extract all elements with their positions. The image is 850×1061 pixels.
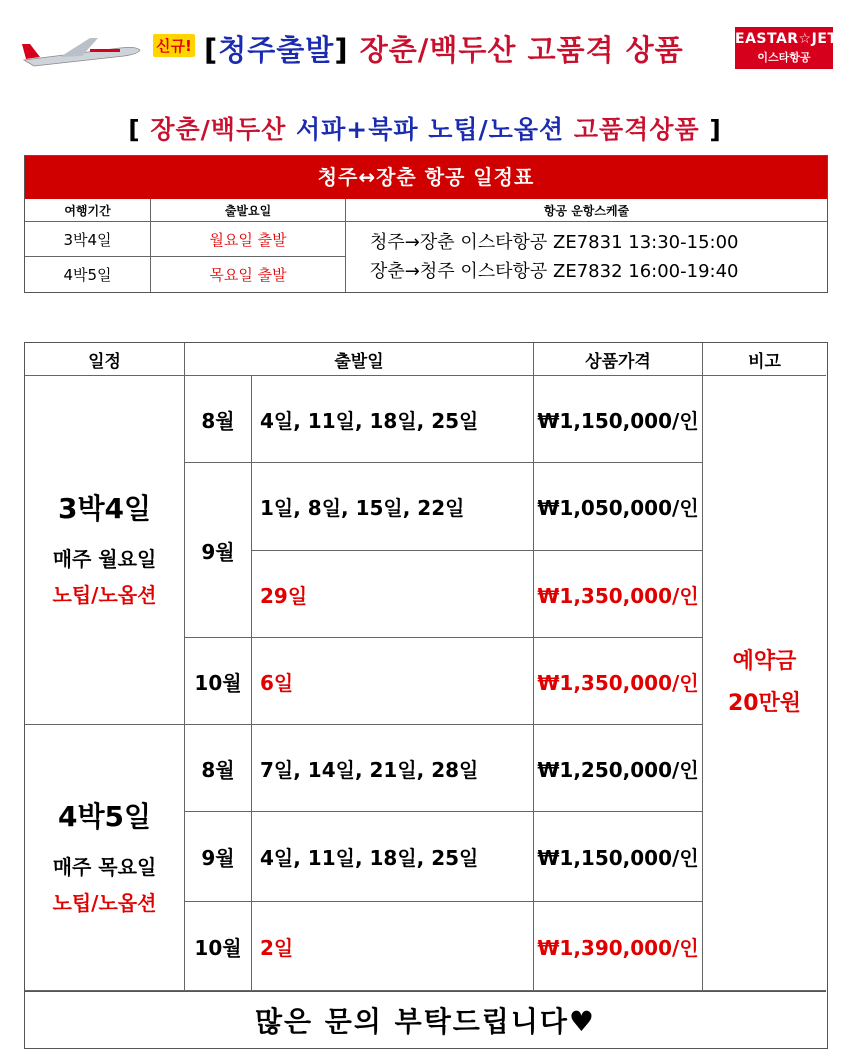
month-cell: 8월	[185, 376, 252, 463]
subtitle-part2: 서파+북파 노팁/노옵션	[295, 115, 565, 144]
month-cell: 10월	[185, 902, 252, 991]
itinerary-name: 3박4일	[57, 492, 152, 525]
title-bracket-close: ]	[334, 33, 349, 67]
new-badge: 신규!	[153, 34, 195, 57]
flight-outbound: 청주→장춘 이스타항공 ZE7831 13:30-15:00	[370, 232, 739, 253]
schedule-title: 청주↔장춘 항공 일정표	[25, 156, 827, 199]
itinerary-day: 매주 월요일	[52, 547, 157, 571]
page-title	[204, 28, 684, 69]
month-cell: 9월	[185, 812, 252, 902]
deposit-note	[703, 376, 826, 991]
price-cell: ₩1,250,000/인	[534, 725, 703, 812]
price-table	[24, 342, 828, 1049]
departure-dates: 29일	[252, 551, 534, 638]
departure-dates: 2일	[252, 902, 534, 991]
price-header-note: 비고	[703, 343, 826, 376]
flight-list	[346, 222, 827, 292]
subtitle-close: ]	[709, 115, 722, 144]
itinerary-tag: 노팁/노옵션	[52, 890, 157, 915]
airplane-icon	[20, 26, 142, 70]
deposit-label: 예약금	[732, 649, 797, 674]
schedule-header-period: 여행기간	[25, 199, 151, 222]
departure-dates: 4일, 11일, 18일, 25일	[252, 376, 534, 463]
schedule-grid	[25, 199, 827, 292]
departure-dates: 6일	[252, 638, 534, 725]
itinerary-3n4d	[25, 376, 185, 725]
itinerary-day: 매주 목요일	[52, 854, 157, 879]
itinerary-name: 4박5일	[57, 799, 152, 833]
itinerary-4n5d	[25, 725, 185, 991]
price-cell: ₩1,150,000/인	[534, 376, 703, 463]
departure-dates: 1일, 8일, 15일, 22일	[252, 463, 534, 551]
flight-schedule-table	[24, 155, 828, 293]
eastar-jet-logo	[735, 27, 838, 69]
schedule-header-flights: 항공 운항스케줄	[346, 199, 827, 222]
price-cell: ₩1,050,000/인	[534, 463, 703, 551]
schedule-period: 3박4일	[25, 222, 151, 257]
month-cell: 8월	[185, 725, 252, 812]
price-header-itinerary: 일정	[25, 343, 185, 376]
price-cell: ₩1,390,000/인	[534, 902, 703, 991]
subtitle-open: [	[128, 115, 141, 144]
header	[0, 0, 850, 80]
subtitle	[0, 110, 850, 146]
departure-dates: 7일, 14일, 21일, 28일	[252, 725, 534, 812]
schedule-day: 목요일 출발	[151, 257, 346, 292]
logo-text-bottom: 이스타항공	[757, 51, 811, 64]
title-rest: 장춘/백두산 고품격 상품	[359, 33, 684, 67]
schedule-day: 월요일 출발	[151, 222, 346, 257]
title-departure: 청주출발	[218, 33, 335, 67]
month-cell: 10월	[185, 638, 252, 725]
flight-return: 장춘→청주 이스타항공 ZE7832 16:00-19:40	[370, 261, 739, 282]
price-cell: ₩1,150,000/인	[534, 812, 703, 902]
month-cell: 9월	[185, 463, 252, 638]
itinerary-tag: 노팁/노옵션	[52, 583, 157, 607]
title-bracket-open: [	[204, 33, 219, 67]
subtitle-part3: 고품격상품	[573, 115, 700, 144]
footer-message: 많은 문의 부탁드립니다♥	[25, 991, 826, 1047]
logo-text-top: EASTAR☆JET	[735, 31, 838, 47]
schedule-period: 4박5일	[25, 257, 151, 292]
schedule-header-day: 출발요일	[151, 199, 346, 222]
price-cell: ₩1,350,000/인	[534, 638, 703, 725]
subtitle-part1: 장춘/백두산	[150, 115, 287, 144]
price-header-dates: 출발일	[185, 343, 534, 376]
price-header-price: 상품가격	[534, 343, 703, 376]
deposit-amount: 20만원	[727, 691, 802, 716]
departure-dates: 4일, 11일, 18일, 25일	[252, 812, 534, 902]
price-cell: ₩1,350,000/인	[534, 551, 703, 638]
